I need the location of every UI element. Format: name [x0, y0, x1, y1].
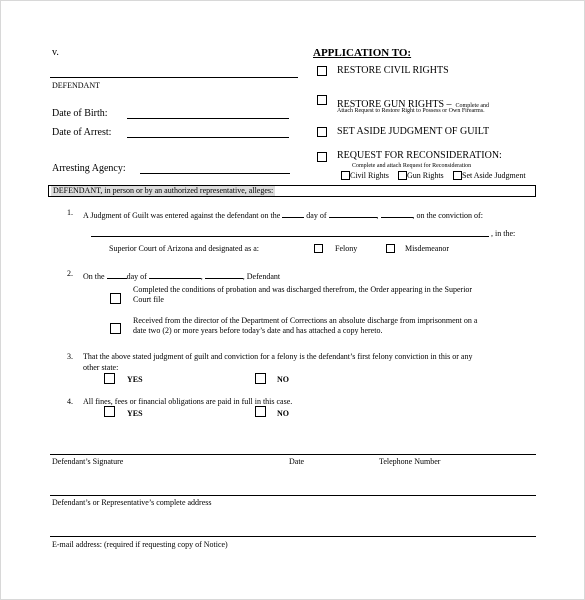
- sub-civil-rights-label: Civil Rights: [350, 171, 389, 180]
- address-label: Defendant’s or Representative’s complete address: [52, 498, 212, 507]
- reconsideration-note: Complete and attach Request for Reconsideration: [352, 163, 472, 169]
- alleges-text: DEFENDANT, in person or by an authorized representative, alleges:: [53, 186, 274, 195]
- misdemeanor-label: Misdemeanor: [405, 244, 449, 253]
- dob-field[interactable]: [127, 118, 289, 119]
- item4-line1: All fines, fees or financial obligations are paid in full in this case.: [83, 397, 293, 406]
- item2-row: [83, 269, 280, 281]
- item1-conviction-text: , on the conviction of:: [412, 211, 483, 220]
- corrections-discharge-checkbox[interactable]: [110, 323, 121, 334]
- sub-set-aside-checkbox[interactable]: [453, 171, 462, 180]
- item2-comma: ,: [200, 272, 203, 281]
- felony-label: Felony: [335, 244, 358, 253]
- signature-label: Defendant’s Signature: [52, 457, 124, 466]
- restore-gun-rights-checkbox[interactable]: [317, 95, 327, 105]
- item1-comma: ,: [376, 211, 379, 220]
- item4-no-label: NO: [277, 409, 289, 418]
- versus-label: v.: [52, 47, 59, 58]
- item2-month-field[interactable]: [149, 269, 201, 279]
- dob-label: Date of Birth:: [52, 108, 108, 119]
- item3-line2: other state:: [83, 363, 119, 372]
- defendant-label: DEFENDANT: [52, 81, 100, 90]
- item1-conviction-field[interactable]: [91, 236, 489, 237]
- item2-year-field[interactable]: [205, 269, 243, 279]
- item3-line1: That the above stated judgment of guilt and conviction for a felony is the defendant’s first felony conviction in this or any: [83, 352, 473, 361]
- signature-line[interactable]: [50, 454, 536, 455]
- item1-dayof: day of: [306, 211, 327, 220]
- sub-set-aside-label: Set Aside Judgment: [462, 171, 526, 180]
- address-line[interactable]: [50, 495, 536, 496]
- item3-no-checkbox[interactable]: [255, 373, 266, 384]
- sub-gun-rights-label: Gun Rights: [407, 171, 444, 180]
- sub-civil-rights-checkbox[interactable]: [341, 171, 350, 180]
- item4-yes-checkbox[interactable]: [104, 406, 115, 417]
- restore-gun-rights-note: Complete and: [455, 103, 490, 109]
- restore-civil-rights-checkbox[interactable]: [317, 66, 327, 76]
- arresting-agency-label: Arresting Agency:: [52, 163, 126, 174]
- item4-yes-label: YES: [127, 409, 143, 418]
- email-label: E-mail address: (required if requesting copy of Notice): [52, 540, 228, 549]
- item4-number: 4.: [67, 397, 73, 406]
- item4-no-checkbox[interactable]: [255, 406, 266, 417]
- restore-gun-rights-note2: Attach Request to Restore Right to Possess or Own Firearms.: [337, 108, 485, 114]
- felony-checkbox[interactable]: [314, 244, 323, 253]
- arrest-date-field[interactable]: [127, 137, 289, 138]
- restore-gun-rights-label: RESTORE GUN RIGHTS –: [337, 99, 452, 110]
- probation-discharge-line1: Completed the conditions of probation and was discharged therefrom, the Order appearing in the Superior: [133, 285, 473, 294]
- item3-yes-checkbox[interactable]: [104, 373, 115, 384]
- item2-onthe: On the: [83, 272, 105, 281]
- arrest-date-label: Date of Arrest:: [52, 127, 112, 138]
- item1-row: [83, 208, 483, 220]
- item2-number: 2.: [67, 269, 73, 278]
- item2-day-field[interactable]: [107, 269, 127, 279]
- set-aside-judgment-checkbox[interactable]: [317, 127, 327, 137]
- item2-defendant: , Defendant: [242, 272, 281, 281]
- item1-year-field[interactable]: [381, 208, 413, 218]
- defendant-name-line[interactable]: [50, 77, 298, 78]
- probation-discharge-checkbox[interactable]: [110, 293, 121, 304]
- corrections-discharge-line2: date two (2) or more years before today’s date and has attached a copy hereto.: [133, 326, 383, 335]
- email-line[interactable]: [50, 536, 536, 537]
- misdemeanor-checkbox[interactable]: [386, 244, 395, 253]
- item3-number: 3.: [67, 352, 73, 361]
- arresting-agency-field[interactable]: [140, 173, 290, 174]
- item3-yes-label: YES: [127, 375, 143, 384]
- restore-civil-rights-label: RESTORE CIVIL RIGHTS: [337, 65, 449, 76]
- item1-court-text: Superior Court of Arizona and designated as a:: [109, 244, 259, 253]
- reconsideration-label: REQUEST FOR RECONSIDERATION:: [337, 150, 502, 161]
- item1-month-field[interactable]: [329, 208, 377, 218]
- alleges-bar: [48, 185, 536, 197]
- item3-no-label: NO: [277, 375, 289, 384]
- reconsideration-checkbox[interactable]: [317, 152, 327, 162]
- telephone-label: Telephone Number: [379, 457, 441, 466]
- item1-inthe: , in the:: [491, 229, 516, 238]
- set-aside-judgment-label: SET ASIDE JUDGMENT OF GUILT: [337, 126, 490, 137]
- item1-text: A Judgment of Guilt was entered against the defendant on the: [83, 211, 281, 220]
- corrections-discharge-line1: Received from the director of the Department of Corrections an absolute discharge from imprisonment on a: [133, 316, 478, 325]
- item1-day-field[interactable]: [282, 208, 304, 218]
- probation-discharge-line2: Court file: [133, 295, 164, 304]
- application-heading: APPLICATION TO:: [313, 47, 412, 59]
- item1-number: 1.: [67, 208, 73, 217]
- sub-gun-rights-checkbox[interactable]: [398, 171, 407, 180]
- item2-dayof: day of: [126, 272, 147, 281]
- date-label: Date: [289, 457, 305, 466]
